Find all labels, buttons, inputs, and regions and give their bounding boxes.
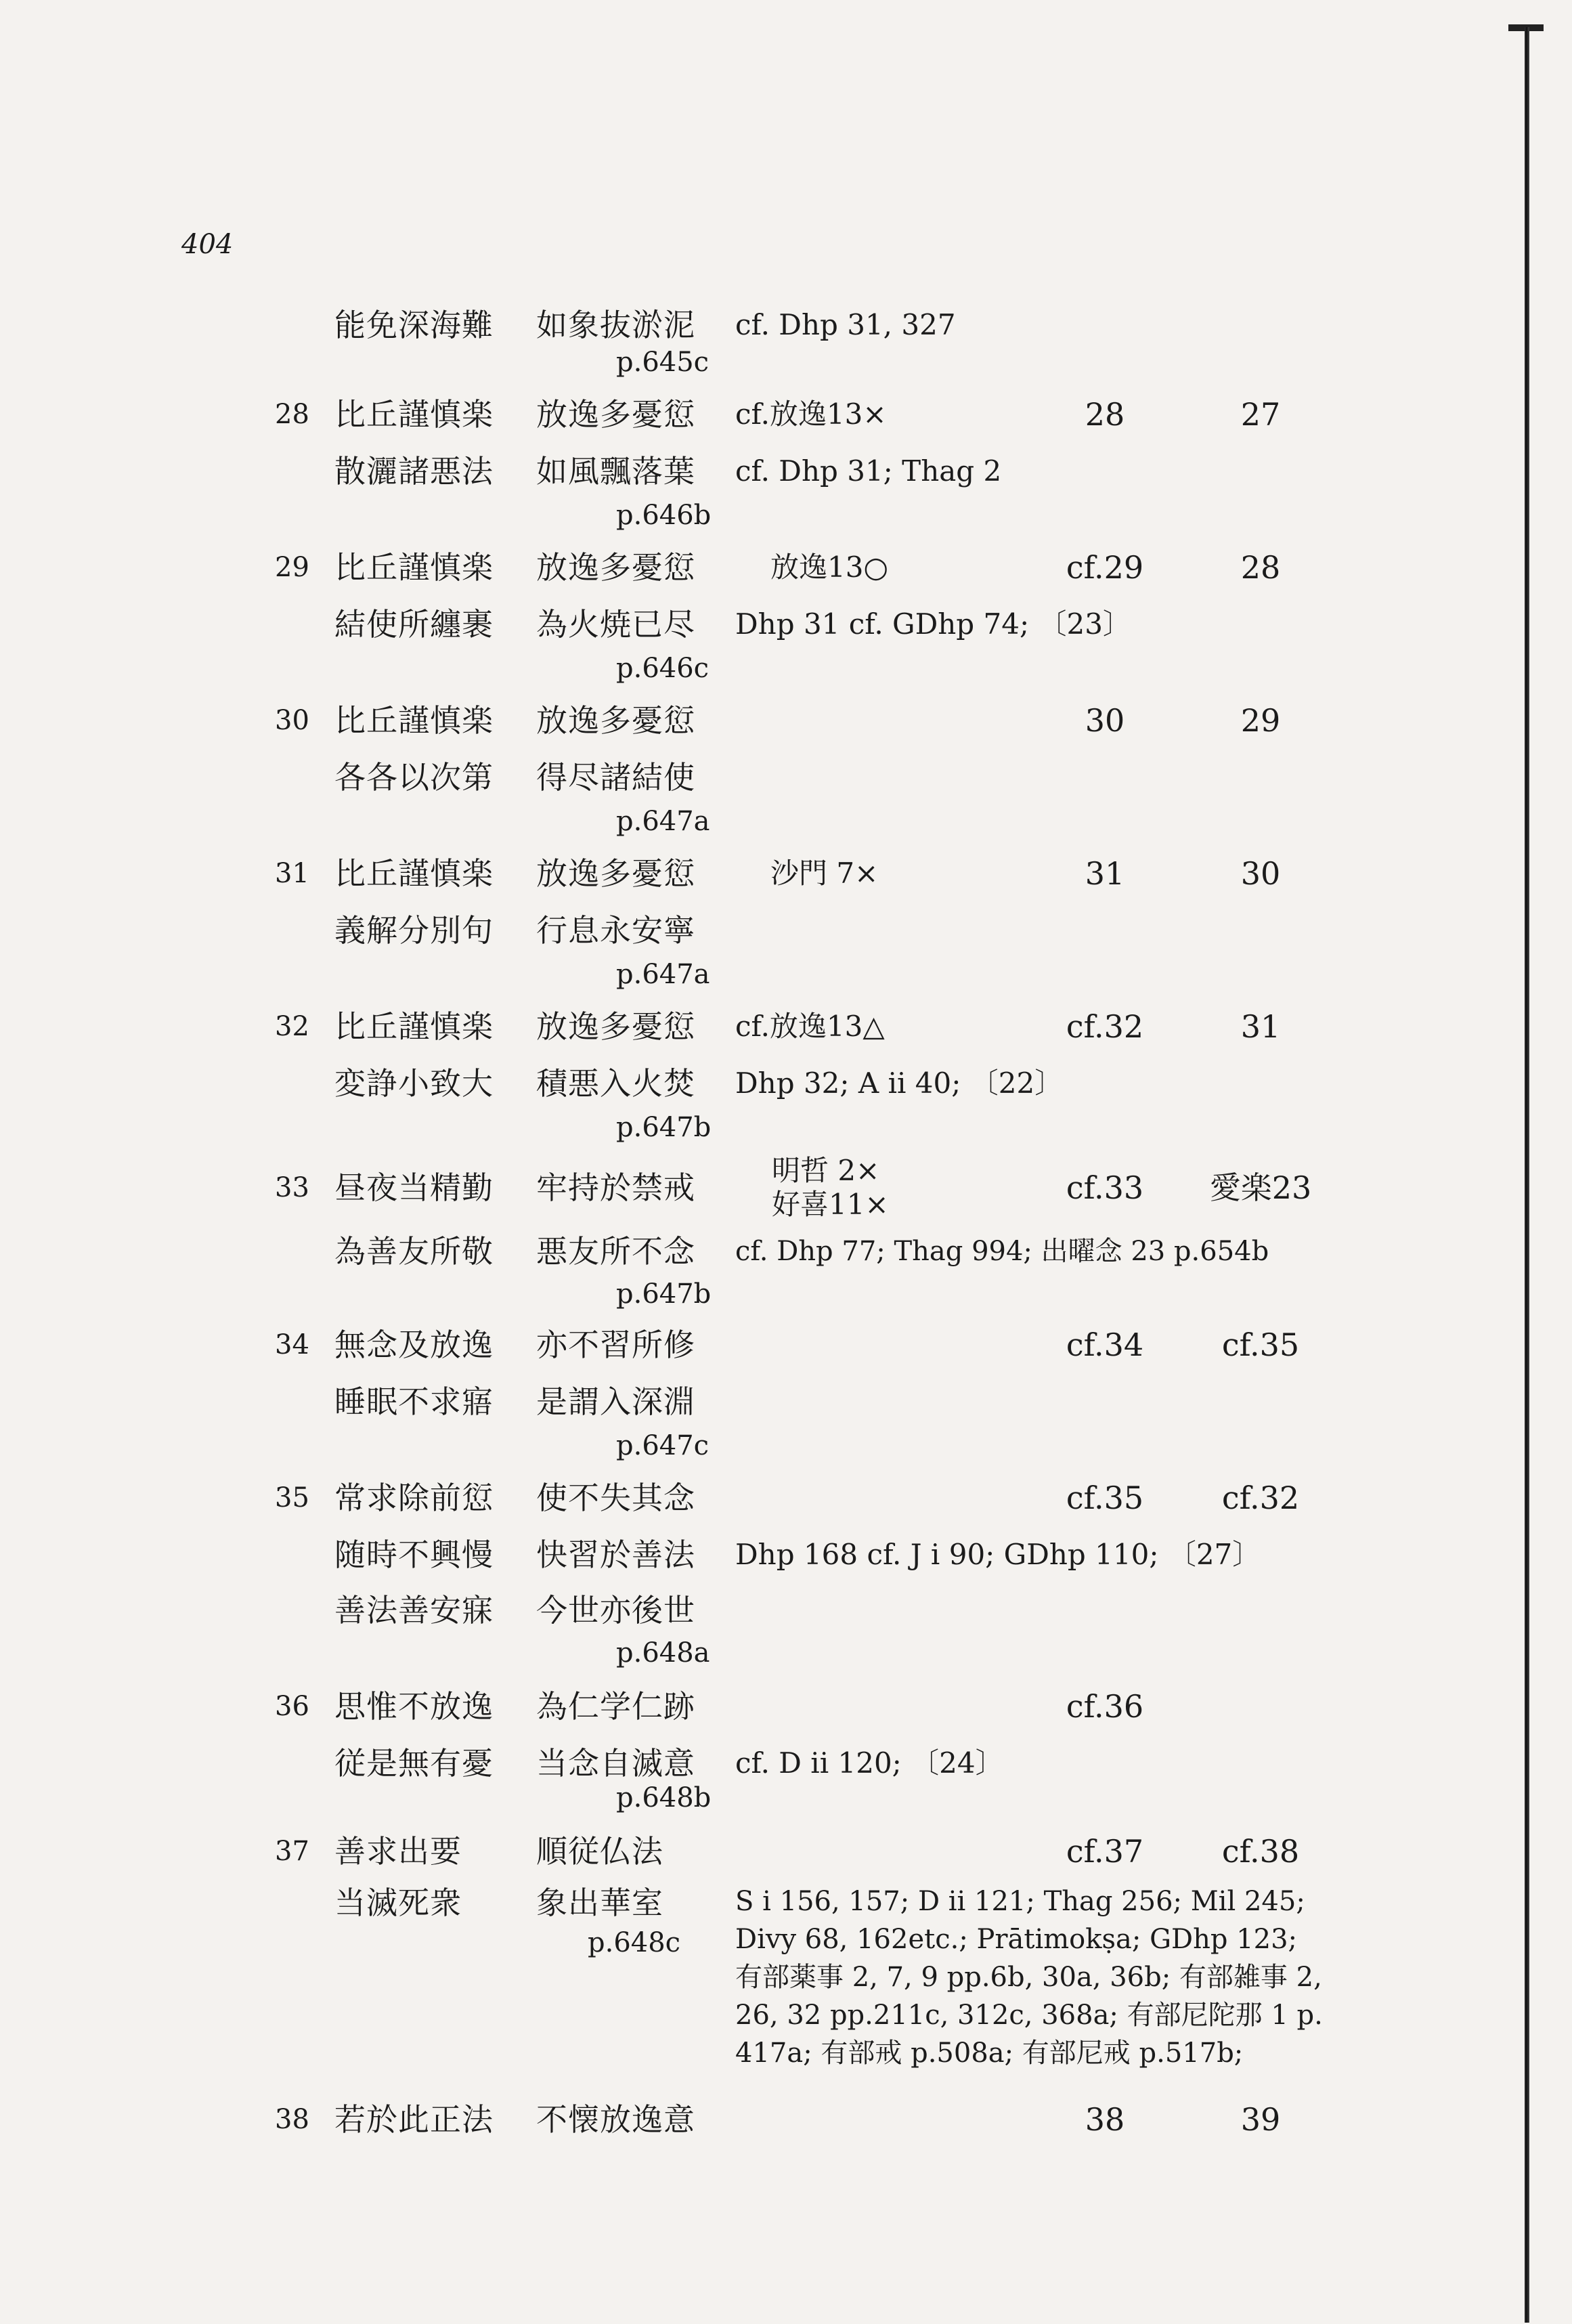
reference: 放逸13○ <box>770 551 889 584</box>
parallel-a: cf.37 <box>1066 1833 1144 1870</box>
page-reference: p.648c <box>588 1927 681 1958</box>
page-reference: p.648a <box>616 1637 710 1669</box>
verse-line-a: 変諍小致大 <box>334 1065 494 1102</box>
verse-line-a: 散灑諸悪法 <box>334 453 494 490</box>
verse-row <box>0 1589 1572 1632</box>
verse-line-a: 睡眠不求寤 <box>334 1383 494 1420</box>
verse-line-a: 当滅死衆 <box>334 1885 462 1921</box>
page-reference: p.647a <box>616 959 710 990</box>
verse-line-a: 昼夜当精勤 <box>334 1169 494 1206</box>
parallel-b: 愛楽23 <box>1209 1169 1312 1206</box>
parallel-b: cf.32 <box>1221 1480 1300 1516</box>
page-reference: p.648b <box>616 1782 712 1813</box>
page-reference: p.645c <box>616 347 709 378</box>
verse-line-b: 使不失其念 <box>536 1480 695 1516</box>
verse-line-a: 能免深海難 <box>334 307 494 343</box>
parallel-a: cf.29 <box>1066 549 1144 586</box>
verse-line-b: 不懐放逸意 <box>536 2101 695 2138</box>
verse-line-a: 比丘謹慎楽 <box>334 702 494 739</box>
verse-line-b: 為火焼已尽 <box>536 606 695 643</box>
verse-line-a: 常求除前愆 <box>334 1480 494 1516</box>
parallel-b: 28 <box>1240 549 1281 586</box>
verse-line-b: 為仁学仁跡 <box>536 1688 695 1725</box>
verse-line-b: 牢持於禁戒 <box>536 1169 695 1206</box>
page-reference: p.647c <box>616 1430 709 1461</box>
verse-line-a: 各各以次第 <box>334 759 494 796</box>
parallel-a: cf.33 <box>1066 1169 1144 1206</box>
verse-number: 33 <box>275 1172 309 1203</box>
verse-row <box>0 603 1572 646</box>
verse-row <box>0 1533 1572 1576</box>
verse-line-b: 放逸多憂愆 <box>536 1008 695 1045</box>
verse-line-a: 比丘謹慎楽 <box>334 396 494 433</box>
parallel-a: 31 <box>1085 855 1125 892</box>
parallel-b: 31 <box>1240 1008 1281 1045</box>
verse-number: 30 <box>275 705 309 736</box>
page-reference: p.647a <box>616 806 710 837</box>
verse-line-b: 当念自滅意 <box>536 1745 695 1782</box>
verse-row <box>0 756 1572 799</box>
reference-line: 26, 32 pp.211c, 312c, 368a; 有部尼陀那 1 p. <box>735 2000 1323 2031</box>
verse-number: 29 <box>275 552 309 583</box>
verse-line-a: 結使所纏裹 <box>334 606 494 643</box>
verse-line-b: 是謂入深淵 <box>536 1383 695 1420</box>
verse-line-a: 随時不興慢 <box>334 1536 494 1573</box>
reference: Dhp 168 cf. J i 90; GDhp 110; 〔27〕 <box>735 1538 1261 1571</box>
reference-stack <box>772 1154 889 1222</box>
verse-row <box>0 909 1572 952</box>
parallel-a: cf.32 <box>1066 1008 1144 1045</box>
verse-row <box>0 852 1572 895</box>
parallel-a: cf.36 <box>1066 1688 1144 1725</box>
verse-row <box>0 2098 1572 2141</box>
verse-line-b: 亦不習所修 <box>536 1327 695 1363</box>
verse-line-b: 順従仏法 <box>536 1833 663 1870</box>
verse-line-a: 比丘謹慎楽 <box>334 855 494 892</box>
verse-line-a: 善求出要 <box>334 1833 462 1870</box>
verse-number: 32 <box>275 1011 309 1042</box>
verse-number: 31 <box>275 858 309 889</box>
verse-line-b: 象出華室 <box>536 1885 663 1921</box>
page-reference: p.646b <box>616 500 712 531</box>
verse-number: 38 <box>275 2104 309 2135</box>
reference: cf. D ii 120; 〔24〕 <box>735 1746 1004 1780</box>
verse-line-a: 義解分別句 <box>334 912 494 949</box>
verse-line-a: 善法善安寐 <box>334 1592 494 1629</box>
parallel-a: cf.34 <box>1066 1327 1144 1363</box>
verse-row <box>0 546 1572 589</box>
reference: Dhp 31 cf. GDhp 74; 〔23〕 <box>735 607 1131 641</box>
reference: cf. Dhp 31; Thag 2 <box>735 454 1002 488</box>
page-reference: p.647b <box>616 1112 712 1143</box>
page-number: 404 <box>181 229 234 260</box>
verse-line-b: 放逸多憂愆 <box>536 396 695 433</box>
parallel-b: 29 <box>1240 702 1281 739</box>
verse-line-a: 無念及放逸 <box>334 1327 494 1363</box>
parallel-b: 30 <box>1240 855 1281 892</box>
verse-line-b: 如象抜淤泥 <box>536 307 695 343</box>
page-reference: p.646c <box>616 653 709 684</box>
parallel-a: 30 <box>1085 702 1125 739</box>
parallel-a: 38 <box>1085 2101 1125 2138</box>
reference: 明哲 2× <box>772 1154 880 1187</box>
verse-line-b: 積悪入火焚 <box>536 1065 695 1102</box>
verse-row <box>0 1476 1572 1520</box>
reference-line: S i 156, 157; D ii 121; Thag 256; Mil 245; <box>735 1886 1305 1917</box>
verse-line-b: 悪友所不念 <box>536 1233 695 1270</box>
verse-row <box>0 1005 1572 1048</box>
verse-line-b: 得尽諸結使 <box>536 759 695 796</box>
reference: Dhp 32; A ii 40; 〔22〕 <box>735 1067 1064 1100</box>
parallel-b: cf.38 <box>1221 1833 1300 1870</box>
verse-line-a: 従是無有憂 <box>334 1745 494 1782</box>
reference-paragraph <box>735 1882 1345 2072</box>
reference-line: 有部薬事 2, 7, 9 pp.6b, 30a, 36b; 有部雑事 2, <box>735 1962 1322 1993</box>
verse-row <box>0 1380 1572 1423</box>
verse-number: 28 <box>275 399 309 430</box>
verse-line-b: 放逸多憂愆 <box>536 702 695 739</box>
reference: cf. Dhp 77; Thag 994; 出曜念 23 p.654b <box>735 1236 1269 1267</box>
verse-line-b: 行息永安寧 <box>536 912 695 949</box>
verse-row <box>0 1685 1572 1728</box>
verse-line-a: 思惟不放逸 <box>334 1688 494 1725</box>
verse-line-b: 放逸多憂愆 <box>536 855 695 892</box>
verse-line-b: 今世亦後世 <box>536 1592 695 1629</box>
verse-row <box>0 1230 1572 1273</box>
verse-row <box>0 699 1572 742</box>
parallel-b: cf.35 <box>1221 1327 1300 1363</box>
page-reference: p.647b <box>616 1278 712 1310</box>
verse-number: 34 <box>275 1329 309 1360</box>
verse-line-b: 放逸多憂愆 <box>536 549 695 586</box>
verse-line-a: 為善友所敬 <box>334 1233 494 1270</box>
verse-row <box>0 450 1572 493</box>
verse-number: 35 <box>275 1482 309 1513</box>
parallel-a: 28 <box>1085 396 1125 433</box>
verse-row <box>0 1062 1572 1105</box>
verse-line-b: 快習於善法 <box>536 1536 695 1573</box>
verse-row <box>0 393 1572 436</box>
verse-row <box>0 1323 1572 1367</box>
reference: cf.放逸13△ <box>735 1010 885 1043</box>
verse-row <box>0 1742 1572 1785</box>
reference-line: 417a; 有部戒 p.508a; 有部尼戒 p.517b; <box>735 2038 1244 2069</box>
parallel-b: 27 <box>1240 396 1281 433</box>
reference: 沙門 7× <box>770 857 879 890</box>
reference: 好喜11× <box>772 1188 889 1221</box>
reference: cf. Dhp 31, 327 <box>735 308 956 341</box>
verse-row <box>0 1830 1572 1873</box>
parallel-b: 39 <box>1240 2101 1281 2138</box>
verse-line-a: 若於此正法 <box>334 2101 494 2138</box>
parallel-a: cf.35 <box>1066 1480 1144 1516</box>
verse-line-b: 如風飄落葉 <box>536 453 695 490</box>
verse-number: 36 <box>275 1691 309 1722</box>
verse-line-a: 比丘謹慎楽 <box>334 1008 494 1045</box>
reference-line: Divy 68, 162etc.; Prātimokṣa; GDhp 123; <box>735 1924 1297 1955</box>
reference: cf.放逸13× <box>735 397 887 431</box>
verse-line-a: 比丘謹慎楽 <box>334 549 494 586</box>
verse-row <box>0 303 1572 347</box>
verse-number: 37 <box>275 1836 309 1867</box>
